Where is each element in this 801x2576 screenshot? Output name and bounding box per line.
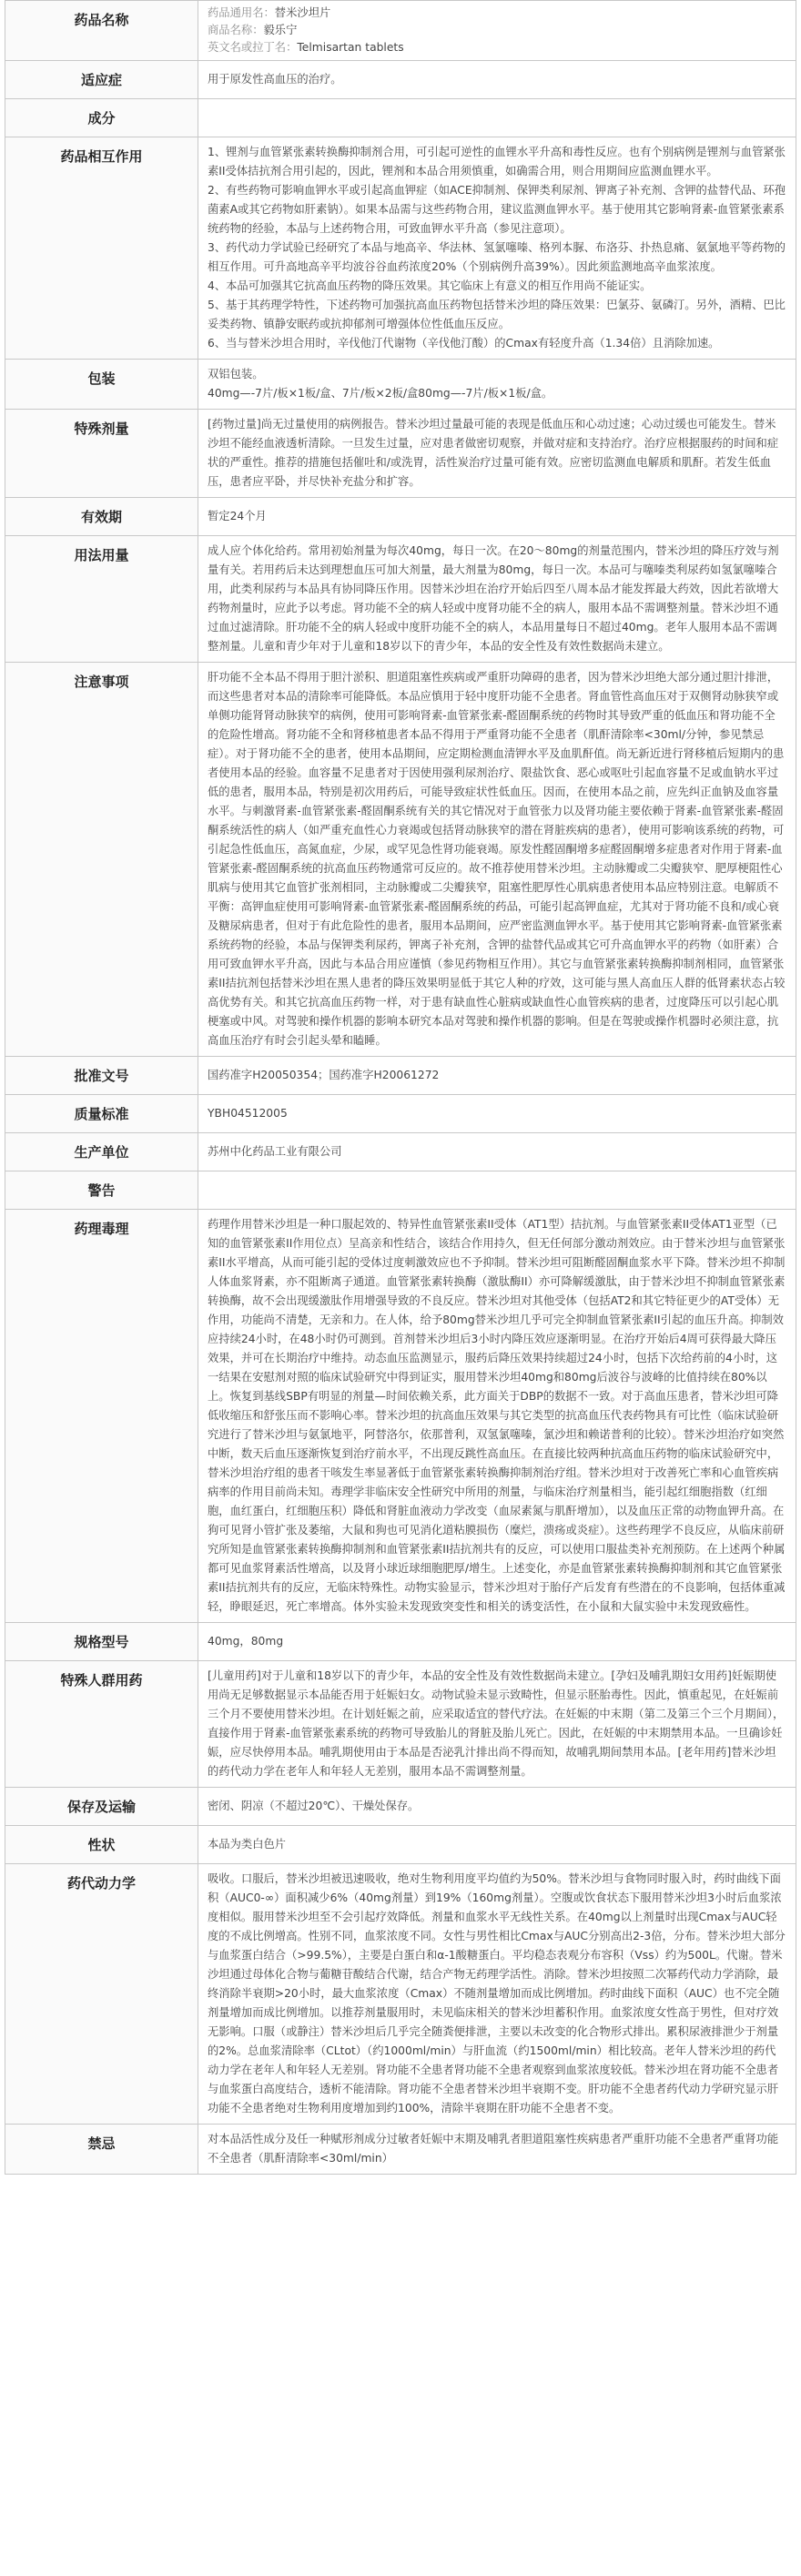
row-precautions	[5, 663, 796, 1057]
value-pharmacokinetics: 吸收。口服后，替米沙坦被迅速吸收，绝对生物利用度平均值约为50%。替米沙坦与食物同时服入时，药时曲线下面积（AUC0-∞）面积减少6%（40mg剂量）到19%（160mg剂量）。空腹或饮食状态下服用替米沙坦3小时后血浆浓度相似。服用替米沙坦至不会引起疗效降低。剂量和血浆水平无线性关系。在40mg以上剂量时出现Cmax与AUC轻度的不成比例增高。性别不同，血浆浓度不同。女性与男性相比Cmax与AUC分别高出2-3倍，分布。替米沙坦大部分与血浆蛋白结合（>99.5%），主要是白蛋白和α-1酸糖蛋白。平均稳态表观分布容积（Vss）约为500L。代谢。替米沙坦通过母体化合物与葡糖苷酸结合代谢，结合产物无药理学活性。消除。替米沙坦按照二次幂药代动力学消除，最终消除半衰期>20小时，最大血浆浓度（Cmax）不随剂量增加而成比例增加。药时曲线下面积（AUC）也不完全随剂量增加而成比例增加。以推荐剂量服用时，未见临床相关的替米沙坦蓄积作用。血浆浓度女性高于男性，但对疗效无影响。口服（或静注）替米沙坦后几乎完全随粪便排泄，主要以未改变的化合物形式排出。累积尿液排泄少于剂量的2%。总血浆清除率（CLtot）（约1000ml/min）与肝血流（约1500ml/min）相比较高。老年人替米沙坦的药代动力学在老年人和年轻人无差别。肾功能不全患者肾功能不全患者观察到血浆浓度较低。替米沙坦在肾功能不全患者与血浆蛋白高度结合，透析不能清除。肾功能不全患者替米沙坦半衰期不变。肝功能不全患者药代动力学研究显示肝功能不全患者绝对生物利用度增加到约100%，清除半衰期在肝功能不全患者不变。	[198, 1864, 796, 2125]
value-manufacturer: 苏州中化药品工业有限公司	[198, 1133, 796, 1171]
value-packaging	[198, 360, 796, 410]
packaging-line: 40mg—-7片/板×1板/盒、7片/板×2板/盒80mg—-7片/板×1板/盒。	[208, 387, 553, 400]
label-pharmacokinetics: 药代动力学	[5, 1864, 198, 2125]
trade-name-line	[208, 22, 786, 39]
label-appearance: 性状	[5, 1826, 198, 1864]
row-manufacturer	[5, 1133, 796, 1171]
row-spec	[5, 1623, 796, 1661]
row-appearance	[5, 1826, 796, 1864]
interaction-paragraph: 6、当与替米沙坦合用时，辛伐他汀代谢物（辛伐他汀酸）的Cmax有轻度升高（1.34倍）且消除加速。	[208, 337, 720, 350]
label-approval: 批准文号	[5, 1057, 198, 1095]
row-pharmacokinetics	[5, 1864, 796, 2125]
value-precautions: 肝功能不全本品不得用于胆汁淤积、胆道阻塞性疾病或严重肝功障碍的患者，因为替米沙坦绝大部分通过胆汁排泄，而这些患者对本品的清除率可能降低。本品应慎用于轻中度肝功能不全患者。肾血管性高血压对于双侧肾动脉狭窄或单侧功能肾肾动脉狭窄的病例，使用可影响肾素-血管紧张素-醛固酮系统的药物时其导致严重的低血压和肾功能不全的危险性增高。肾功能不全和肾移植患者本品不得用于严重肾功能不全患者（肌酐清除率<30ml/分钟，参见禁忌症）。对于肾功能不全的患者，使用本品期间，应定期检测血清钾水平及血肌酐值。尚无新近进行肾移植后短期内的患者使用本品的经验。血容量不足患者对于因使用强利尿剂治疗、限盐饮食、恶心或呕吐引起血容量不足或血钠水平过低的患者，服用本品，特别是初次用药后，可能导致症状性低血压。因而，在使用本品之前，应先纠正血钠及血容量水平。与刺激肾素-血管紧张素-醛固酮系统有关的其它情况对于血管张力以及肾功能主要依赖于肾素-血管紧张素-醛固酮系统活性的病人（如严重充血性心力衰竭或包括肾动脉狭窄的潜在肾脏疾病的患者），使用可影响该系统的药物，可引起急性低血压，高氮血症，少尿，或罕见急性肾功能衰竭。原发性醛固酮增多症醛固酮增多症患者对作用于肾素-血管紧张素-醛固酮系统的抗高血压药物通常可反应的。故不推荐使用替米沙坦。主动脉瓣或二尖瓣狭窄、肥厚梗阻性心肌病与使用其它血管扩张剂相同，主动脉瓣或二尖瓣狭窄，阻塞性肥厚性心肌病患者使用本品应特别注意。电解质不平衡：高钾血症使用可影响肾素-血管紧张素-醛固酮系统的药品，可能引起高钾血症，尤其对于肾功能不良和/或心衰及糖尿病患者，但对于有此危险性的患者，服用本品期间，应严密监测血钾水平。基于使用其它影响肾素-血管紧张素系统药物的经验，本品与保钾类利尿药，钾离子补充剂，含钾的盐替代品或其它可升高血钾水平的药物（如肝素）合用可致血钾水平升高，因此与本品合用应谨慎（参见药物相互作用）。其它与血管紧张素转换酶抑制剂相同，血管紧张素II拮抗剂包括替米沙坦在黑人患者的降压效果明显低于其它人种的疗效，这可能与黑人高血压人群的低肾素状态占较高优势有关。和其它抗高血压药物一样，对于患有缺血性心脏病或缺血性心血管疾病的患者，过度降压可以引起心肌梗塞或中风。对驾驶和操作机器的影响本研究本品对驾驶和操作机器的影响。但是在驾驶或操作机器时必须注意，抗高血压治疗有时会引起头晕和瞌睡。	[198, 663, 796, 1057]
label-special-population: 特殊人群用药	[5, 1661, 198, 1788]
drug-info-table	[5, 0, 796, 2175]
value-interactions	[198, 137, 796, 360]
label-quality-standard: 质量标准	[5, 1095, 198, 1133]
english-name-key: 英文名或拉丁名：	[208, 41, 298, 54]
value-indication: 用于原发性高血压的治疗。	[198, 61, 796, 99]
label-warning: 警告	[5, 1171, 198, 1210]
label-pharmacology: 药理毒理	[5, 1210, 198, 1623]
label-precautions: 注意事项	[5, 663, 198, 1057]
common-name-key: 药品通用名：	[208, 6, 275, 19]
interaction-paragraph: 1、锂剂与血管紧张素转换酶抑制剂合用，可引起可逆性的血锂水平升高和毒性反应。也有个别病例是锂剂与血管紧张素II受体拮抗剂合用引起的，因此，锂剂和本品合用须慎重，如确需合用，则合用期间应监测血锂水平。	[208, 146, 786, 177]
interaction-paragraph: 5、基于其药理学特性，下述药物可加强抗高血压药物包括替米沙坦的降压效果：巴氯芬、氨磷汀。另外，酒精、巴比妥类药物、镇静安眠药或抗抑郁剂可增强体位性低血压反应。	[208, 299, 786, 330]
value-validity: 暂定24个月	[198, 498, 796, 536]
english-name: Telmisartan tablets	[297, 41, 404, 54]
row-contraindication	[5, 2125, 796, 2175]
label-packaging: 包装	[5, 360, 198, 410]
row-warning	[5, 1171, 796, 1210]
value-warning	[198, 1171, 796, 1210]
interaction-paragraph: 3、药代动力学试验已经研究了本品与地高辛、华法林、氢氯噻嗪、格列本脲、布洛芬、扑热息痛、氨氯地平等药物的相互作用。可升高地高辛平均波谷谷血药浓度20%（个别病例升高39%）。因此须监测地高辛血浆浓度。	[208, 241, 786, 273]
value-storage: 密闭、阴凉（不超过20℃）、干燥处保存。	[198, 1788, 796, 1826]
row-interactions	[5, 137, 796, 360]
value-approval: 国药准字H20050354；国药准字H20061272	[198, 1057, 796, 1095]
label-interactions: 药品相互作用	[5, 137, 198, 360]
value-ingredients	[198, 99, 796, 137]
label-validity: 有效期	[5, 498, 198, 536]
row-validity	[5, 498, 796, 536]
interaction-paragraph: 2、有些药物可影响血钾水平或引起高血钾症（如ACE抑制剂、保钾类利尿剂、钾离子补充剂、含钾的盐替代品、环孢菌素A或其它药物如肝素钠）。如果本品需与这些药物合用，建议监测血钾水平。基于使用其它影响肾素-血管紧张素系统药物的经验，本品与上述药物合用，可致血钾水平升高（参见注意项）。	[208, 184, 786, 235]
label-spec: 规格型号	[5, 1623, 198, 1661]
value-appearance: 本品为类白色片	[198, 1826, 796, 1864]
trade-name: 毅乐宁	[263, 24, 298, 36]
label-usage: 用法用量	[5, 536, 198, 663]
row-pharmacology	[5, 1210, 796, 1623]
value-special-dosage: [药物过量]尚无过量使用的病例报告。替米沙坦过量最可能的表现是低血压和心动过速；心动过缓也可能发生。替米沙坦不能经血液透析清除。一旦发生过量，应对患者做密切观察，并做对症和支持治疗。治疗应根据服药的时间和症状的严重性。推荐的措施包括催吐和/或洗胃，活性炭治疗过量可能有效。应密切监测血电解质和肌酐。若发生低血压，患者应平卧，并尽快补充盐分和扩容。	[198, 410, 796, 498]
row-indication	[5, 61, 796, 99]
interaction-paragraph: 4、本品可加强其它抗高血压药物的降压效果。其它临床上有意义的相互作用尚不能证实。	[208, 279, 652, 292]
row-special-population	[5, 1661, 796, 1788]
value-special-population: [儿童用药]对于儿童和18岁以下的青少年，本品的安全性及有效性数据尚未建立。[孕妇及哺乳期妇女用药]妊娠期使用尚无足够数据显示本品能否用于妊娠妇女。动物试验未显示致畸性，但显示胚胎毒性。因此，慎重起见，在妊娠前三个月不要使用替米沙坦。在计划妊娠之前，应采取适宜的替代疗法。在妊娠的中末期（第二及第三个三个月期间），直接作用于肾素-血管紧张素系统的药物可导致胎儿的肾脏及胎儿死亡。因此，在妊娠的中末期禁用本品。一旦确诊妊娠，应尽快停用本品。哺乳期使用由于本品是否泌乳汁排出尚不得而知，故哺乳期间禁用本品。[老年用药]替米沙坦的药代动力学在老年人和年轻人无差别，服用本品不需调整剂量。	[198, 1661, 796, 1788]
trade-name-key: 商品名称：	[208, 24, 264, 36]
label-indication: 适应症	[5, 61, 198, 99]
row-quality-standard	[5, 1095, 796, 1133]
row-special-dosage	[5, 410, 796, 498]
row-approval	[5, 1057, 796, 1095]
english-name-line	[208, 39, 786, 56]
label-manufacturer: 生产单位	[5, 1133, 198, 1171]
label-special-dosage: 特殊剂量	[5, 410, 198, 498]
value-contraindication: 对本品活性成分及任一种赋形剂成分过敏者妊娠中末期及哺乳者胆道阻塞性疾病患者严重肝功能不全患者严重肾功能不全患者（肌酐清除率<30ml/min）	[198, 2125, 796, 2175]
label-drug-name: 药品名称	[5, 1, 198, 61]
label-ingredients: 成分	[5, 99, 198, 137]
value-drug-name	[198, 1, 796, 61]
row-usage	[5, 536, 796, 663]
row-storage	[5, 1788, 796, 1826]
value-usage: 成人应个体化给药。常用初始剂量为每次40mg，每日一次。在20～80mg的剂量范围内，替米沙坦的降压疗效与剂量有关。若用药后未达到理想血压可加大剂量，最大剂量为80mg，每日一次。本品可与噻嗪类利尿药如氢氯噻嗪合用，此类利尿药与本品具有协同降压作用。因替米沙坦在治疗开始后四至八周本品才能发挥最大药效，因此若欲增大药物剂量时，应此予以考虑。肾功能不全的病人轻或中度肾功能不全的病人，服用本品不需调整剂量。替米沙坦不通过血过滤清除。肝功能不全的病人轻或中度肝功能不全的病人，本品用量每日不超过40mg。老年人服用本品不需调整剂量。儿童和青少年对于儿童和18岁以下的青少年，本品的安全性及有效性数据尚未建立。	[198, 536, 796, 663]
label-contraindication: 禁忌	[5, 2125, 198, 2175]
value-pharmacology: 药理作用替米沙坦是一种口服起效的、特异性血管紧张素II受体（AT1型）拮抗剂。与血管紧张素II受体AT1亚型（已知的血管紧张素II作用位点）呈高亲和性结合，该结合作用持久，但无任何部分激动剂效应。由于替米沙坦与血管紧张素II水平增高，从而可能引起的受体过度刺激效应也不予抑制。替米沙坦可阻断醛固酮血浆水平下降。替米沙坦不抑制人体血浆肾素，亦不阻断离子通道。血管紧张素转换酶（激肽酶II）亦可降解缓激肽，由于替米沙坦不抑制血管紧张素转换酶，故不会出现缓激肽作用增强导致的不良反应。替米沙坦对其他受体（包括AT2和其它特征更少的AT受体）无作用，功能尚不清楚，无亲和力。在人体，给予80mg替米沙坦几乎可完全抑制血管紧张素II引起的血压升高。抑制效应持续24小时，在48小时仍可测到。首剂替米沙坦后3小时内降压效应逐渐明显。在治疗开始后4周可获得最大降压效果，并可在长期治疗中维持。动态血压监测显示，服药后降压效果持续超过24小时，包括下次给药前的4小时，这一结果在安慰剂对照的临床试验研究中得到证实，服用替米沙坦40mg和80mg后波谷与波峰的比值持续在80%以上。恢复到基线SBP有明显的剂量—时间依赖关系，此方面关于DBP的数据不一致。对于高血压患者，替米沙坦可降低收缩压和舒张压而不影响心率。替米沙坦的抗高血压效果与其它类型的抗高血压代表药物具有可比性（临床试验研究进行了替米沙坦与氨氯地平，阿替洛尔，依那普利，双氢氯噻嗪，氯沙坦和赖诺普利的比较）。替米沙坦治疗如突然中断，数天后血压逐渐恢复到治疗前水平，不出现反跳性高血压。在直接比较两种抗高血压药物的临床试验研究中，替米沙坦治疗组的患者干咳发生率显著低于血管紧张素转换酶抑制剂治疗组。替米沙坦对于改善死亡率和心血管疾病病率的作用目前尚未知。毒理学非临床安全性研究中所用的剂量，与临床治疗剂量相当，能引起红细胞指数（红细胞，血红蛋白，红细胞压积）降低和肾脏血液动力学改变（血尿素氮与肌酐增加），以及血压正常的动物血钾升高。在狗可见肾小管扩张及萎缩，大鼠和狗也可见消化道粘膜损伤（糜烂，溃疡或炎症）。这些药理学不良反应，从临床前研究所知是血管紧张素转换酶抑制剂和血管紧张素II拮抗剂共有的反应，可以使用口服盐类补充剂预防。在上述两个种属都可见血浆肾素活性增高，以及肾小球近球细胞肥厚/增生。上述变化，亦是血管紧张素转换酶抑制剂和其它血管紧张素II拮抗剂共有的反应，无临床特殊性。动物实验显示，替米沙坦对于胎仔产后发育有些潜在的不良影响，包括体重减轻，睁眼延迟，死亡率增高。体外实验未发现致突变性和相关的诱变活性，在小鼠和大鼠实验中未发现致癌性。	[198, 1210, 796, 1623]
value-quality-standard: YBH04512005	[198, 1095, 796, 1133]
label-storage: 保存及运输	[5, 1788, 198, 1826]
value-spec: 40mg，80mg	[198, 1623, 796, 1661]
packaging-line: 双铝包装。	[208, 368, 264, 380]
row-ingredients	[5, 99, 796, 137]
row-drug-name	[5, 1, 796, 61]
common-name: 替米沙坦片	[274, 6, 331, 19]
common-name-line	[208, 5, 786, 22]
row-packaging	[5, 360, 796, 410]
